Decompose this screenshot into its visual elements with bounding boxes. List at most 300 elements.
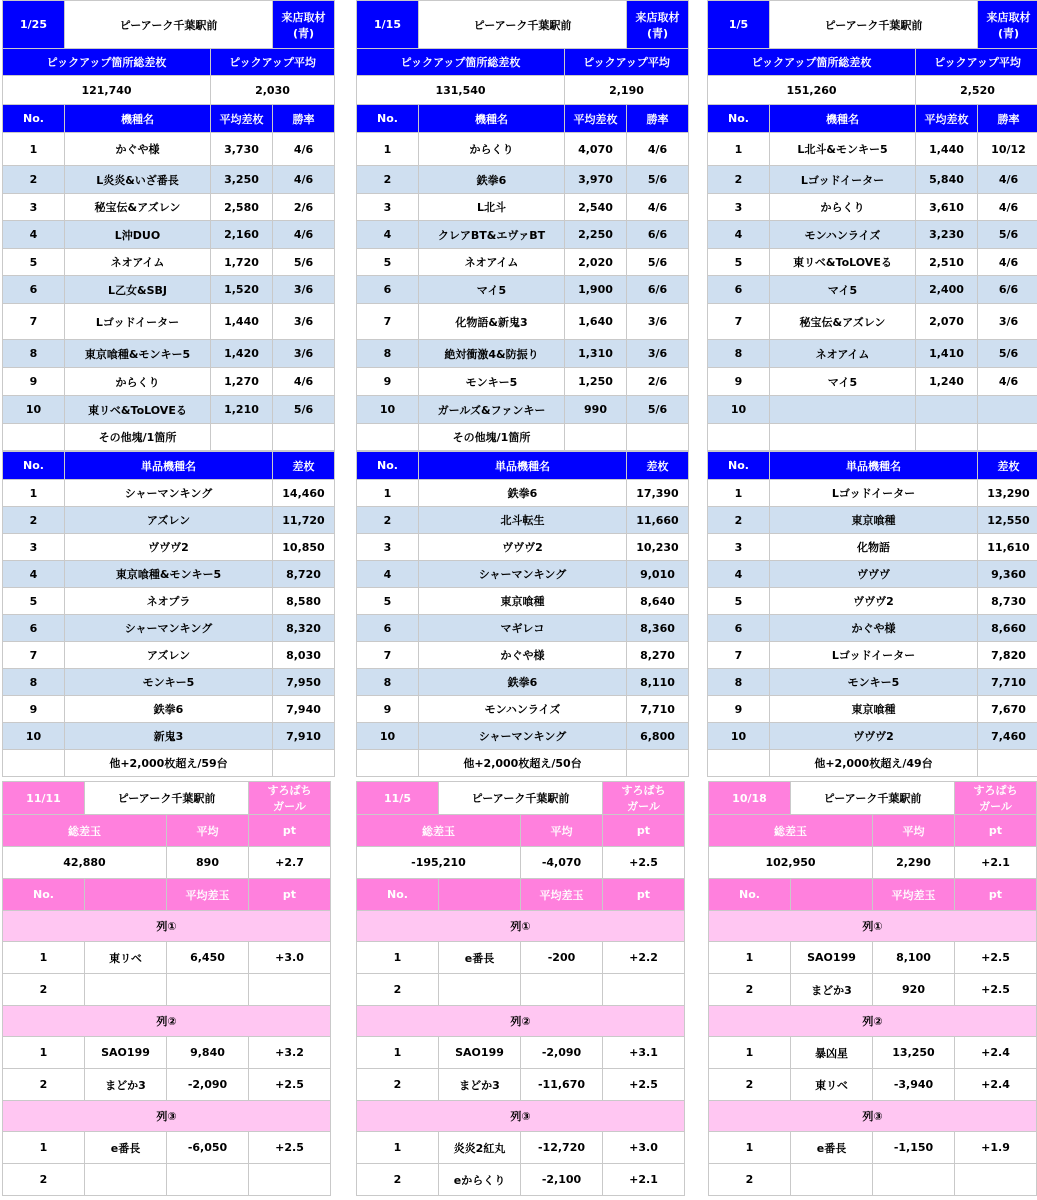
- group-label: 列①: [3, 911, 331, 942]
- avg-diff: 2,580: [211, 194, 273, 221]
- avg-diff: 2,070: [916, 304, 978, 340]
- single-diff: 9,010: [627, 561, 689, 588]
- avg-diff: 1,440: [211, 304, 273, 340]
- total-value: -195,210: [357, 847, 521, 879]
- machine-name: ネオアイム: [419, 249, 565, 276]
- single-diff: 10,230: [627, 534, 689, 561]
- store-name: ピーアーク千葉駅前: [770, 1, 978, 49]
- machine-name: 東リベ&ToLOVEる: [65, 396, 211, 424]
- pink-header-2: 平均差玉: [873, 879, 955, 911]
- group-row: [709, 1069, 1037, 1101]
- single-no: 3: [708, 534, 770, 561]
- single-no: 10: [3, 723, 65, 750]
- total-value: 121,740: [3, 76, 211, 105]
- avg-diff: -11,670: [521, 1069, 603, 1101]
- single-diff: 9,360: [978, 561, 1037, 588]
- machine-name: からくり: [770, 194, 916, 221]
- group-label: 列②: [357, 1006, 685, 1037]
- single-row: [357, 507, 689, 534]
- pink-header-1: [791, 879, 873, 911]
- single-row: [357, 588, 689, 615]
- avg-diff: -6,050: [167, 1132, 249, 1164]
- pt-value: +2.5: [955, 974, 1037, 1006]
- row-no: 5: [3, 249, 65, 276]
- avg-diff: 1,520: [211, 276, 273, 304]
- single-machine: シャーマンキング: [65, 615, 273, 642]
- machine-head-row: [3, 105, 335, 133]
- row-no: 2: [3, 974, 85, 1006]
- pink-header-3: pt: [955, 879, 1037, 911]
- machine-header-1: 機種名: [65, 105, 211, 133]
- machine-name: L北斗&モンキー5: [770, 133, 916, 166]
- group-row: [709, 1037, 1037, 1069]
- machine-row: [3, 249, 335, 276]
- pt-value: +2.5: [249, 1132, 331, 1164]
- avg-diff: -2,090: [167, 1069, 249, 1101]
- machine-name: [85, 974, 167, 1006]
- single-machine: ヴヴヴ2: [419, 534, 627, 561]
- machine-name: e番長: [791, 1132, 873, 1164]
- single-row: [3, 480, 335, 507]
- single-no: 2: [357, 507, 419, 534]
- single-other-blank: [273, 750, 335, 777]
- machine-name: 鉄拳6: [419, 166, 565, 194]
- row-no: 2: [3, 166, 65, 194]
- avg-diff: 1,720: [211, 249, 273, 276]
- total-label: ピックアップ箇所総差枚: [708, 49, 916, 76]
- machine-header-2: 平均差枚: [916, 105, 978, 133]
- single-no: 1: [3, 480, 65, 507]
- pt-label: pt: [603, 815, 685, 847]
- group-label-row: [357, 911, 685, 942]
- avg-label: ピックアップ平均: [565, 49, 689, 76]
- title-row: [3, 1, 335, 49]
- event-tag: すろぱち ガール: [955, 782, 1037, 815]
- machine-name: eからくり: [439, 1164, 521, 1196]
- group-label: 列②: [3, 1006, 331, 1037]
- single-machine: 東京喰種: [770, 507, 978, 534]
- single-machine: マギレコ: [419, 615, 627, 642]
- store-name: ピーアーク千葉駅前: [85, 782, 249, 815]
- single-diff: 14,460: [273, 480, 335, 507]
- single-head-row: [3, 452, 335, 480]
- row-no: 7: [3, 304, 65, 340]
- row-no: 2: [357, 1164, 439, 1196]
- avg-value: 2,190: [565, 76, 689, 105]
- pickup-report-2: [356, 0, 688, 777]
- machine-row: [357, 396, 689, 424]
- avg-diff: [167, 974, 249, 1006]
- avg-diff: 2,250: [565, 221, 627, 249]
- win-rate: 4/6: [273, 368, 335, 396]
- single-no: 6: [3, 615, 65, 642]
- single-machine: シャーマンキング: [419, 561, 627, 588]
- avg-diff: 1,240: [916, 368, 978, 396]
- row-no: 1: [357, 1037, 439, 1069]
- event-tag: すろぱち ガール: [249, 782, 331, 815]
- machine-row: [708, 276, 1037, 304]
- win-rate: 3/6: [978, 304, 1037, 340]
- machine-head-row: [357, 105, 689, 133]
- single-machine: アズレン: [65, 507, 273, 534]
- single-diff: 11,720: [273, 507, 335, 534]
- single-row: [708, 642, 1037, 669]
- other-no: [708, 424, 770, 451]
- single-diff: 13,290: [978, 480, 1037, 507]
- avg-value: 2,030: [211, 76, 335, 105]
- win-rate: 3/6: [273, 340, 335, 368]
- total-label: 総差玉: [3, 815, 167, 847]
- row-no: 1: [3, 1037, 85, 1069]
- machine-name: L炎炎&いざ番長: [65, 166, 211, 194]
- single-no: 4: [3, 561, 65, 588]
- group-row: [357, 974, 685, 1006]
- single-no: 6: [708, 615, 770, 642]
- group-label-row: [3, 1101, 331, 1132]
- single-diff: 8,030: [273, 642, 335, 669]
- single-row: [357, 480, 689, 507]
- single-other-label: 他+2,000枚超え/49台: [770, 750, 978, 777]
- machine-name: 絶対衝激4&防振り: [419, 340, 565, 368]
- report-date: 1/5: [708, 1, 770, 49]
- group-row: [3, 942, 331, 974]
- other-label: [770, 424, 916, 451]
- win-rate: 5/6: [273, 249, 335, 276]
- pink-header-1: [85, 879, 167, 911]
- win-rate: 4/6: [273, 133, 335, 166]
- pt-value: +2.5: [249, 1069, 331, 1101]
- single-other-row: [357, 750, 689, 777]
- total-label: ピックアップ箇所総差枚: [3, 49, 211, 76]
- event-tag: 来店取材 (青): [627, 1, 689, 49]
- machine-name: ガールズ&ファンキー: [419, 396, 565, 424]
- single-row: [708, 588, 1037, 615]
- avg-diff: [167, 1164, 249, 1196]
- pt-value: +1.9: [955, 1132, 1037, 1164]
- pt-value: +2.1: [603, 1164, 685, 1196]
- pt-value: [249, 1164, 331, 1196]
- row-no: 8: [357, 340, 419, 368]
- row-no: 8: [708, 340, 770, 368]
- event-tag: すろぱち ガール: [603, 782, 685, 815]
- single-no: 8: [3, 669, 65, 696]
- pink-summary-head-row: [357, 815, 685, 847]
- row-no: 3: [708, 194, 770, 221]
- machine-row: [357, 276, 689, 304]
- single-machine: 東京喰種: [770, 696, 978, 723]
- row-no: 2: [357, 974, 439, 1006]
- single-row: [3, 588, 335, 615]
- machine-row: [3, 221, 335, 249]
- pt-value: +3.2: [249, 1037, 331, 1069]
- machine-name: [85, 1164, 167, 1196]
- single-row: [708, 615, 1037, 642]
- row-no: 1: [709, 1037, 791, 1069]
- report-date: 1/25: [3, 1, 65, 49]
- avg-diff: 13,250: [873, 1037, 955, 1069]
- avg-diff: 1,440: [916, 133, 978, 166]
- row-no: 2: [357, 1069, 439, 1101]
- group-label: 列③: [357, 1101, 685, 1132]
- avg-diff: 2,400: [916, 276, 978, 304]
- row-no: 3: [3, 194, 65, 221]
- avg-diff: -2,090: [521, 1037, 603, 1069]
- machine-name: 東リベ: [85, 942, 167, 974]
- group-label: 列③: [3, 1101, 331, 1132]
- single-header-0: No.: [708, 452, 770, 480]
- machine-row: [708, 221, 1037, 249]
- single-header-1: 単品機種名: [770, 452, 978, 480]
- machine-name: まどか3: [791, 974, 873, 1006]
- single-diff: 11,610: [978, 534, 1037, 561]
- machine-row: [708, 368, 1037, 396]
- group-row: [709, 942, 1037, 974]
- summary-value-row: [708, 76, 1037, 105]
- single-row: [3, 696, 335, 723]
- single-no: 8: [708, 669, 770, 696]
- single-machine: 鉄拳6: [419, 669, 627, 696]
- single-no: 8: [357, 669, 419, 696]
- win-rate: 3/6: [273, 276, 335, 304]
- row-no: 4: [3, 221, 65, 249]
- win-rate: 2/6: [273, 194, 335, 221]
- win-rate: 6/6: [627, 276, 689, 304]
- single-diff: 8,660: [978, 615, 1037, 642]
- pt-label: pt: [955, 815, 1037, 847]
- single-machine: かぐや様: [770, 615, 978, 642]
- other-blank: [978, 424, 1037, 451]
- win-rate: 4/6: [273, 166, 335, 194]
- single-diff: 17,390: [627, 480, 689, 507]
- avg-diff: 2,160: [211, 221, 273, 249]
- group-row: [357, 1037, 685, 1069]
- pink-title-row: [357, 782, 685, 815]
- machine-name: まどか3: [85, 1069, 167, 1101]
- avg-value: 2,520: [916, 76, 1037, 105]
- total-label: 総差玉: [357, 815, 521, 847]
- pink-header-0: No.: [357, 879, 439, 911]
- group-label: 列①: [709, 911, 1037, 942]
- single-diff: 7,940: [273, 696, 335, 723]
- pink-summary-value-row: [357, 847, 685, 879]
- single-header-2: 差枚: [978, 452, 1037, 480]
- machine-name: 化物語&新鬼3: [419, 304, 565, 340]
- single-machine: 鉄拳6: [419, 480, 627, 507]
- other-row: [708, 424, 1037, 451]
- single-row: [3, 534, 335, 561]
- pink-header-1: [439, 879, 521, 911]
- pt-value: +2.4: [955, 1037, 1037, 1069]
- single-row: [3, 561, 335, 588]
- machine-name: マイ5: [770, 368, 916, 396]
- machine-row: [357, 340, 689, 368]
- pink-header-0: No.: [3, 879, 85, 911]
- group-label-row: [3, 1006, 331, 1037]
- single-row: [357, 561, 689, 588]
- machine-row: [357, 304, 689, 340]
- avg-value: 2,290: [873, 847, 955, 879]
- pink-header-2: 平均差玉: [521, 879, 603, 911]
- single-machine: ヴヴヴ2: [770, 588, 978, 615]
- other-blank: [916, 424, 978, 451]
- group-label-row: [709, 1006, 1037, 1037]
- machine-name: [791, 1164, 873, 1196]
- machine-header-3: 勝率: [273, 105, 335, 133]
- single-row: [357, 669, 689, 696]
- avg-diff: 3,610: [916, 194, 978, 221]
- single-diff: 7,710: [978, 669, 1037, 696]
- event-tag: 来店取材 (青): [978, 1, 1037, 49]
- row-no: 1: [3, 1132, 85, 1164]
- single-header-2: 差枚: [273, 452, 335, 480]
- group-label-row: [3, 911, 331, 942]
- group-row: [709, 974, 1037, 1006]
- single-no: 4: [357, 561, 419, 588]
- machine-name: 秘宝伝&アズレン: [770, 304, 916, 340]
- single-machine: アズレン: [65, 642, 273, 669]
- group-label: 列③: [709, 1101, 1037, 1132]
- report-date: 1/15: [357, 1, 419, 49]
- single-row: [708, 561, 1037, 588]
- single-other-no: [708, 750, 770, 777]
- other-label: その他塊/1箇所: [419, 424, 565, 451]
- win-rate: 4/6: [978, 166, 1037, 194]
- avg-label: 平均: [167, 815, 249, 847]
- pt-value: +2.2: [603, 942, 685, 974]
- machine-row: [3, 304, 335, 340]
- machine-name: モンキー5: [419, 368, 565, 396]
- group-row: [3, 1069, 331, 1101]
- machine-row: [3, 166, 335, 194]
- girl-report-2: [356, 781, 684, 1196]
- single-no: 9: [3, 696, 65, 723]
- machine-name: まどか3: [439, 1069, 521, 1101]
- pink-summary-value-row: [709, 847, 1037, 879]
- single-other-no: [3, 750, 65, 777]
- single-other-label: 他+2,000枚超え/59台: [65, 750, 273, 777]
- single-machine: 化物語: [770, 534, 978, 561]
- single-machine: モンキー5: [770, 669, 978, 696]
- pt-value: +2.5: [603, 847, 685, 879]
- machine-name: SAO199: [439, 1037, 521, 1069]
- machine-name: マイ5: [770, 276, 916, 304]
- avg-diff: 2,020: [565, 249, 627, 276]
- row-no: 8: [3, 340, 65, 368]
- store-name: ピーアーク千葉駅前: [439, 782, 603, 815]
- row-no: 1: [709, 942, 791, 974]
- avg-diff: 1,410: [916, 340, 978, 368]
- single-machine: シャーマンキング: [419, 723, 627, 750]
- other-blank: [273, 424, 335, 451]
- pickup-report-3: [707, 0, 1037, 777]
- machine-name: 東リベ: [791, 1069, 873, 1101]
- single-diff: 8,320: [273, 615, 335, 642]
- single-machine: モンハンライズ: [419, 696, 627, 723]
- machine-name: [770, 396, 916, 424]
- single-machine: 東京喰種: [419, 588, 627, 615]
- avg-label: 平均: [521, 815, 603, 847]
- pt-value: [603, 974, 685, 1006]
- machine-row: [357, 166, 689, 194]
- single-no: 1: [708, 480, 770, 507]
- avg-label: ピックアップ平均: [211, 49, 335, 76]
- avg-value: -4,070: [521, 847, 603, 879]
- pink-header-2: 平均差玉: [167, 879, 249, 911]
- win-rate: 2/6: [627, 368, 689, 396]
- group-row: [709, 1132, 1037, 1164]
- machine-row: [3, 368, 335, 396]
- machine-name: L北斗: [419, 194, 565, 221]
- single-row: [3, 507, 335, 534]
- row-no: 2: [3, 1069, 85, 1101]
- machine-row: [357, 221, 689, 249]
- report-date: 11/5: [357, 782, 439, 815]
- single-machine: 東京喰種&モンキー5: [65, 561, 273, 588]
- avg-diff: -3,940: [873, 1069, 955, 1101]
- machine-row: [708, 396, 1037, 424]
- other-no: [3, 424, 65, 451]
- pink-summary-value-row: [3, 847, 331, 879]
- machine-header-3: 勝率: [978, 105, 1037, 133]
- row-no: 6: [357, 276, 419, 304]
- other-blank: [565, 424, 627, 451]
- machine-row: [3, 133, 335, 166]
- summary-head-row: [3, 49, 335, 76]
- single-diff: 7,820: [978, 642, 1037, 669]
- single-row: [708, 507, 1037, 534]
- avg-diff: -12,720: [521, 1132, 603, 1164]
- single-diff: 7,910: [273, 723, 335, 750]
- machine-name: 東京喰種&モンキー5: [65, 340, 211, 368]
- total-value: 102,950: [709, 847, 873, 879]
- group-row: [709, 1164, 1037, 1196]
- single-diff: 7,950: [273, 669, 335, 696]
- total-value: 131,540: [357, 76, 565, 105]
- single-no: 3: [357, 534, 419, 561]
- machine-name: 暴凶星: [791, 1037, 873, 1069]
- win-rate: 5/6: [978, 221, 1037, 249]
- single-row: [708, 723, 1037, 750]
- single-other-row: [3, 750, 335, 777]
- single-head-row: [357, 452, 689, 480]
- single-machine: シャーマンキング: [65, 480, 273, 507]
- report-date: 10/18: [709, 782, 791, 815]
- other-row: [357, 424, 689, 451]
- avg-diff: -200: [521, 942, 603, 974]
- single-row: [708, 669, 1037, 696]
- pickup-report-1: [2, 0, 334, 777]
- other-blank: [627, 424, 689, 451]
- machine-name: からくり: [419, 133, 565, 166]
- pink-head-row: [3, 879, 331, 911]
- machine-row: [3, 396, 335, 424]
- win-rate: 10/12: [978, 133, 1037, 166]
- pt-value: +2.5: [603, 1069, 685, 1101]
- single-machine: ヴヴヴ2: [65, 534, 273, 561]
- single-row: [3, 723, 335, 750]
- win-rate: 4/6: [627, 133, 689, 166]
- single-no: 10: [357, 723, 419, 750]
- avg-label: 平均: [873, 815, 955, 847]
- win-rate: 5/6: [627, 166, 689, 194]
- pt-value: +2.1: [955, 847, 1037, 879]
- avg-diff: 1,270: [211, 368, 273, 396]
- avg-diff: 4,070: [565, 133, 627, 166]
- store-name: ピーアーク千葉駅前: [65, 1, 273, 49]
- single-no: 9: [708, 696, 770, 723]
- pt-value: +2.4: [955, 1069, 1037, 1101]
- row-no: 1: [709, 1132, 791, 1164]
